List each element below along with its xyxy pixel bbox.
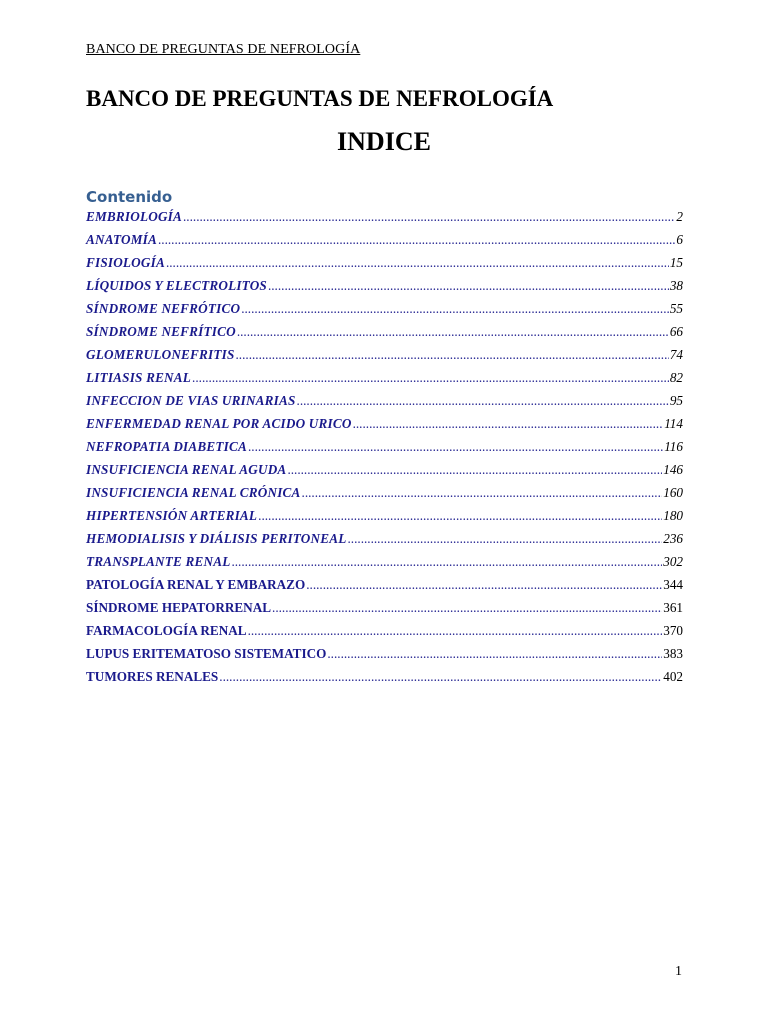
toc-leader-dots <box>297 393 669 409</box>
toc-entry-insuficiencia-renal-cronica[interactable] <box>86 485 683 508</box>
toc-entry-sindrome-nefrotico[interactable] <box>86 301 683 324</box>
toc-entry-page: 2 <box>676 209 683 224</box>
toc-entry-label: EMBRIOLOGÍA <box>86 209 182 224</box>
toc-entry-label: GLOMERULONEFRITIS <box>86 347 235 362</box>
toc-leader-dots <box>248 439 663 455</box>
toc-entry-farmacologia-renal[interactable] <box>86 623 683 646</box>
toc-entry-label: TUMORES RENALES <box>86 669 219 684</box>
toc-entry-page: 160 <box>663 485 683 500</box>
toc-entry-page: 383 <box>663 646 683 661</box>
toc-leader-dots <box>236 347 669 363</box>
toc-entry-enfermedad-renal-acido-urico[interactable] <box>86 416 683 439</box>
toc-entry-lupus-eritematoso-sistematico[interactable] <box>86 646 683 669</box>
toc-entry-patologia-renal-embarazo[interactable] <box>86 577 683 600</box>
toc-entry-label: SÍNDROME HEPATORRENAL <box>86 600 272 615</box>
toc-entry-liquidos-electrolitos[interactable] <box>86 278 683 301</box>
toc-entry-transplante-renal[interactable] <box>86 554 683 577</box>
toc-leader-dots <box>268 278 669 294</box>
toc-entry-page: 180 <box>663 508 683 523</box>
toc-leader-dots <box>306 577 662 593</box>
toc-leader-dots <box>287 462 662 478</box>
toc-leader-dots <box>192 370 669 386</box>
toc-entry-page: 15 <box>669 255 683 270</box>
toc-leader-dots <box>231 554 662 570</box>
document-title: BANCO DE PREGUNTAS DE NEFROLOGÍA <box>86 86 554 111</box>
toc-entry-label: LUPUS ERITEMATOSO SISTEMATICO <box>86 646 327 661</box>
toc-entry-page: 95 <box>669 393 683 408</box>
toc-leader-dots <box>258 508 662 524</box>
toc-entry-page: 6 <box>676 232 683 247</box>
toc-leader-dots <box>302 485 663 501</box>
toc-entry-label: PATOLOGÍA RENAL Y EMBARAZO <box>86 577 306 592</box>
toc-entry-page: 55 <box>669 301 683 316</box>
toc-entry-infeccion-vias-urinarias[interactable] <box>86 393 683 416</box>
toc-entry-label: ENFERMEDAD RENAL POR ACIDO URICO <box>86 416 352 431</box>
toc-entry-label: INSUFICIENCIA RENAL AGUDA <box>86 462 287 477</box>
toc-entry-glomerulonefritis[interactable] <box>86 347 683 370</box>
toc-entry-sindrome-nefritico[interactable] <box>86 324 683 347</box>
toc-heading: Contenido <box>86 188 173 206</box>
toc-entry-litiasis-renal[interactable] <box>86 370 683 393</box>
toc-leader-dots <box>183 209 675 225</box>
toc-leader-dots <box>272 600 662 616</box>
toc-entry-label: TRANSPLANTE RENAL <box>86 554 231 569</box>
toc-entry-label: ANATOMÍA <box>86 232 157 247</box>
toc-entry-fisiologia[interactable] <box>86 255 683 278</box>
toc-leader-dots <box>219 669 662 685</box>
toc-entry-page: 302 <box>663 554 683 569</box>
toc-entry-label: INFECCION DE VIAS URINARIAS <box>86 393 296 408</box>
toc-entry-page: 146 <box>663 462 683 477</box>
toc-entry-label: LITIASIS RENAL <box>86 370 192 385</box>
toc-entry-hipertension-arterial[interactable] <box>86 508 683 531</box>
toc-entry-page: 66 <box>669 324 683 339</box>
toc-entry-label: SÍNDROME NEFRÓTICO <box>86 301 241 316</box>
toc-entry-page: 402 <box>663 669 683 684</box>
toc-entry-nefropatia-diabetica[interactable] <box>86 439 683 462</box>
toc-entry-page: 370 <box>663 623 683 638</box>
toc-leader-dots <box>327 646 662 662</box>
toc-entry-label: HIPERTENSIÓN ARTERIAL <box>86 508 258 523</box>
toc-entry-anatomia[interactable] <box>86 232 683 255</box>
toc-entry-label: FISIOLOGÍA <box>86 255 165 270</box>
toc-entry-tumores-renales[interactable] <box>86 669 683 692</box>
toc-entry-insuficiencia-renal-aguda[interactable] <box>86 462 683 485</box>
toc-leader-dots <box>348 531 663 547</box>
toc-entry-page: 74 <box>669 347 683 362</box>
toc-entry-label: HEMODIALISIS Y DIÁLISIS PERITONEAL <box>86 531 347 546</box>
toc-entry-hemodialisis-dialisis-peritoneal[interactable] <box>86 531 683 554</box>
toc-leader-dots <box>158 232 675 248</box>
toc-entry-page: 344 <box>663 577 683 592</box>
toc-leader-dots <box>248 623 663 639</box>
toc-entry-label: NEFROPATIA DIABETICA <box>86 439 247 454</box>
toc-entry-label: SÍNDROME NEFRÍTICO <box>86 324 236 339</box>
table-of-contents <box>86 209 683 692</box>
toc-leader-dots <box>166 255 669 271</box>
toc-leader-dots <box>241 301 669 317</box>
toc-leader-dots <box>353 416 664 432</box>
toc-entry-page: 361 <box>663 600 683 615</box>
toc-entry-embriologia[interactable] <box>86 209 683 232</box>
toc-entry-page: 82 <box>669 370 683 385</box>
toc-entry-label: INSUFICIENCIA RENAL CRÓNICA <box>86 485 301 500</box>
page-number: 1 <box>675 964 682 979</box>
running-header: BANCO DE PREGUNTAS DE NEFROLOGÍA <box>86 42 361 57</box>
toc-leader-dots <box>237 324 669 340</box>
toc-entry-page: 38 <box>669 278 683 293</box>
toc-entry-page: 236 <box>663 531 683 546</box>
toc-entry-label: FARMACOLOGÍA RENAL <box>86 623 247 638</box>
index-title: INDICE <box>337 127 431 156</box>
toc-entry-page: 114 <box>664 416 683 431</box>
toc-entry-sindrome-hepatorrenal[interactable] <box>86 600 683 623</box>
toc-entry-label: LÍQUIDOS Y ELECTROLITOS <box>86 278 267 293</box>
toc-entry-page: 116 <box>664 439 683 454</box>
